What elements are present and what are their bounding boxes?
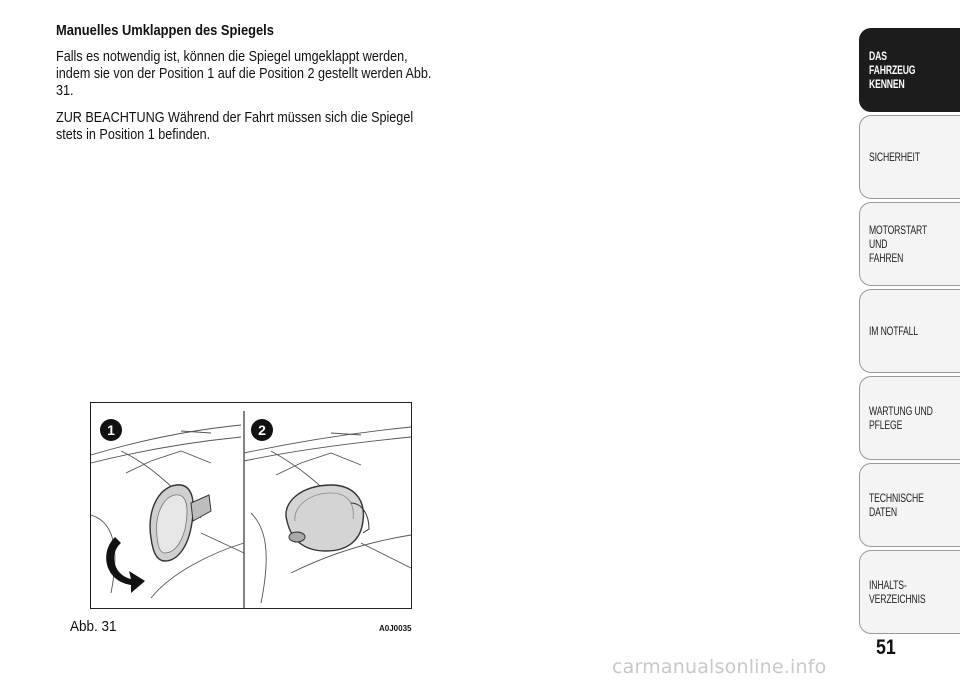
- tab-label: SICHERHEIT: [869, 150, 920, 164]
- watermark: carmanualsonline.info: [612, 656, 827, 678]
- tab-sicherheit[interactable]: [859, 115, 960, 199]
- tab-wartung-und-pflege[interactable]: [859, 376, 960, 460]
- main-content: [56, 22, 456, 153]
- svg-text:2: 2: [258, 422, 266, 438]
- tab-motorstart-und-fahren[interactable]: [859, 202, 960, 286]
- tab-label: IM NOTFALL: [869, 324, 918, 338]
- marker-2: [251, 419, 273, 441]
- figure-code: A0J0035: [379, 624, 412, 633]
- tab-label: DAS FAHRZEUG KENNEN: [869, 49, 916, 91]
- figure-caption: Abb. 31: [70, 618, 117, 635]
- mirror-figure: [90, 402, 412, 609]
- svg-text:1: 1: [107, 422, 115, 438]
- body-paragraph-2: ZUR BEACHTUNG Während der Fahrt müssen sich die Spiegel stets in Position 1 befinden.: [56, 109, 414, 143]
- tab-label: MOTORSTART UND FAHREN: [869, 223, 927, 265]
- tab-inhaltsverzeichnis[interactable]: [859, 550, 960, 634]
- tab-technische-daten[interactable]: [859, 463, 960, 547]
- tab-label: TECHNISCHE DATEN: [869, 491, 924, 519]
- mirror-illustration: [91, 403, 411, 608]
- tab-label: WARTUNG UND PFLEGE: [869, 404, 933, 432]
- mirror-unfolded: [150, 485, 211, 561]
- body-paragraph-1: Falls es notwendig ist, können die Spiegel umgeklappt werden, indem sie von der Position 1 auf die Position 2 gestellt werden Abb. 31.: [56, 48, 432, 99]
- rotate-arrow: [106, 537, 145, 593]
- marker-1: [100, 419, 122, 441]
- page-number: 51: [876, 636, 896, 659]
- tab-das-fahrzeug-kennen[interactable]: [859, 28, 960, 112]
- section-heading: Manuelles Umklappen des Spiegels: [56, 22, 274, 39]
- tab-label: INHALTS- VERZEICHNIS: [869, 578, 926, 606]
- tab-im-notfall[interactable]: [859, 289, 960, 373]
- mirror-folded: [286, 485, 369, 551]
